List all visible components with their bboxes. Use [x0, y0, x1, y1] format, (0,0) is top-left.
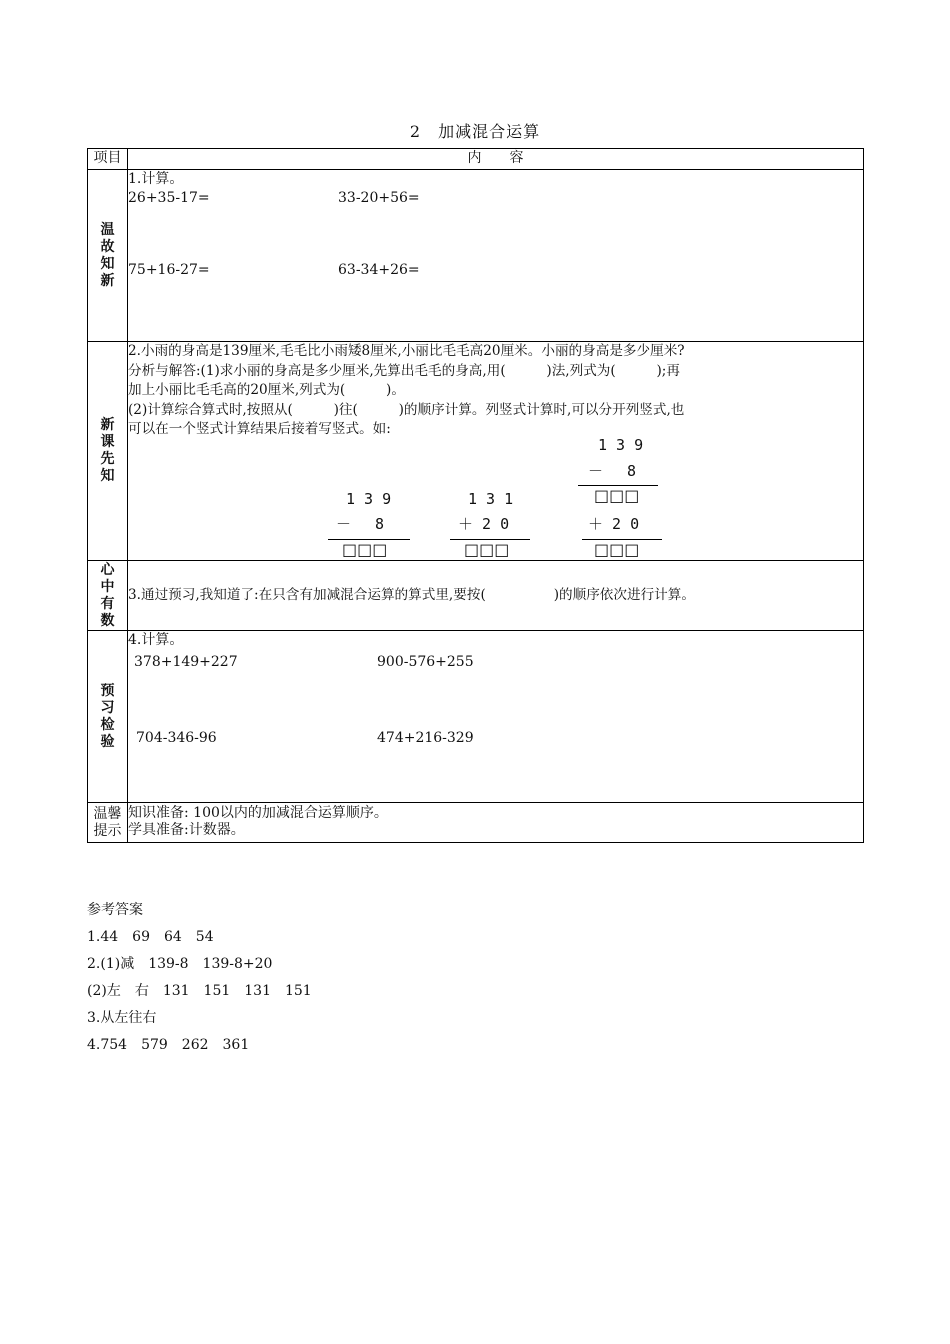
vertical-3-op2: ＋ 2 0 — [588, 515, 640, 533]
answer-key — [87, 897, 312, 1059]
expression: 75+16-27= — [128, 261, 210, 278]
preview-content — [128, 342, 864, 561]
worksheet-table — [87, 148, 864, 843]
question-2-line: 2.小雨的身高是139厘米,毛毛比小雨矮8厘米,小丽比毛毛高20厘米。小丽的身高是多少厘米? — [128, 343, 685, 359]
expression: 33-20+56= — [338, 189, 420, 206]
preview-row — [88, 342, 864, 561]
tip-line: 学具准备:计数器。 — [128, 822, 245, 838]
vertical-1-op: － 8 — [336, 515, 385, 533]
question-3: 3.通过预习,我知道了:在只含有加减混合运算的算式里,要按( )的顺序依次进行计算。 — [128, 587, 695, 604]
expr-row — [128, 729, 863, 748]
expression: 704-346-96 — [136, 729, 217, 746]
vertical-3-mid: □□□ — [594, 486, 640, 505]
check-row — [88, 631, 864, 803]
vertical-2-boxes: □□□ — [464, 540, 510, 559]
preview-label: 新 课 先 知 — [88, 342, 128, 561]
review-label: 温 故 知 新 — [88, 170, 128, 342]
tips-label: 温馨 提示 — [88, 803, 128, 843]
vertical-1-top: 1 3 9 — [346, 490, 392, 508]
vertical-1-boxes: □□□ — [342, 540, 388, 559]
tips-content — [128, 803, 864, 843]
answer-heading: 参考答案 — [87, 902, 143, 918]
question-4-title: 4.计算。 — [128, 632, 184, 648]
tip-line: 知识准备: 100以内的加减混合运算顺序。 — [128, 805, 388, 821]
vertical-2-top: 1 3 1 — [468, 490, 514, 508]
expression: 26+35-17= — [128, 189, 210, 206]
answer-line: 3.从左往右 — [87, 1010, 157, 1026]
mind-content — [128, 561, 864, 631]
answer-line: 2.(1)减 139-8 139-8+20 — [87, 956, 273, 972]
review-row — [88, 170, 864, 342]
answer-line: (2)左 右 131 151 131 151 — [87, 983, 312, 999]
tips-row — [88, 803, 864, 843]
vertical-3-top: 1 3 9 — [598, 436, 644, 454]
header-content: 内 容 — [128, 149, 864, 170]
review-content — [128, 170, 864, 342]
answer-line: 1.44 69 64 54 — [87, 929, 214, 945]
expr-row — [128, 189, 863, 208]
mind-label: 心 中 有 数 — [88, 561, 128, 631]
expression: 63-34+26= — [338, 261, 420, 278]
question-2-line: 分析与解答:(1)求小丽的身高是多少厘米,先算出毛毛的身高,用( )法,列式为( );再 — [128, 362, 680, 379]
expression: 900-576+255 — [377, 653, 474, 670]
question-2-line: 可以在一个竖式计算结果后接着写竖式。如: — [128, 421, 391, 437]
answer-line: 4.754 579 262 361 — [87, 1037, 250, 1053]
check-content — [128, 631, 864, 803]
page-title: 2 加减混合运算 — [409, 122, 541, 141]
header-item: 项目 — [88, 149, 128, 170]
vertical-3-boxes: □□□ — [594, 540, 640, 559]
vertical-2-op: ＋ 2 0 — [458, 515, 510, 533]
check-label: 预 习 检 验 — [88, 631, 128, 803]
question-1-title: 1.计算。 — [128, 171, 184, 187]
question-2-line: 加上小丽比毛毛高的20厘米,列式为( )。 — [128, 382, 405, 398]
expression: 378+149+227 — [134, 653, 238, 670]
header-row — [88, 149, 864, 170]
mind-row — [88, 561, 864, 631]
expression: 474+216-329 — [377, 729, 474, 746]
vertical-3-op1: － 8 — [588, 462, 637, 480]
expr-row — [128, 261, 863, 280]
expr-row — [128, 653, 863, 672]
question-2-line: (2)计算综合算式时,按照从( )往( )的顺序计算。列竖式计算时,可以分开列竖式,也 — [128, 401, 685, 418]
